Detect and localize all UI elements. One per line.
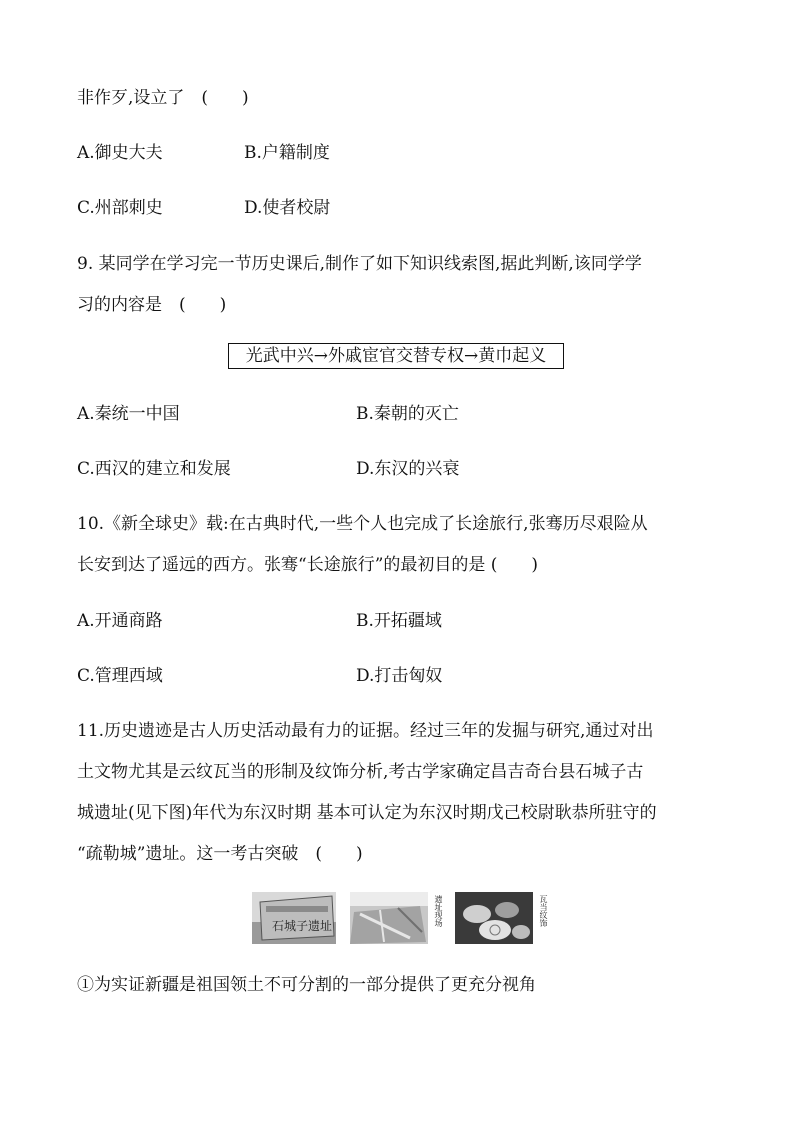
- q10-option-b[interactable]: B.开拓疆域: [356, 611, 442, 631]
- site-photo: [350, 892, 428, 944]
- q9-knowledge-chain: 光武中兴→外戚宦官交替专权→黄巾起义: [228, 343, 564, 369]
- stele-photo: [252, 892, 336, 944]
- tile-photo-caption: 瓦当纹饰: [539, 895, 548, 927]
- q11-statement-1[interactable]: ①为实证新疆是祖国领土不可分割的一部分提供了更充分视角: [77, 975, 536, 995]
- q10-option-c[interactable]: C.管理西域: [77, 666, 163, 686]
- q8-stem-tail: 非作歹,设立了 ( ): [77, 88, 249, 108]
- q10-option-d[interactable]: D.打击匈奴: [356, 666, 443, 686]
- tile-photo: [455, 892, 533, 944]
- q9-option-b[interactable]: B.秦朝的灭亡: [356, 404, 459, 424]
- site-photo-caption: 遗址现场: [434, 895, 443, 927]
- q8-option-d[interactable]: D.使者校尉: [244, 198, 331, 218]
- q11-stem-line1: 11.历史遗迹是古人历史活动最有力的证据。经过三年的发掘与研究,通过对出: [77, 721, 654, 741]
- q9-option-c[interactable]: C.西汉的建立和发展: [77, 459, 231, 479]
- q9-option-d[interactable]: D.东汉的兴衰: [356, 459, 460, 479]
- q10-stem-line2: 长安到达了遥远的西方。张骞“长途旅行”的最初目的是 ( ): [77, 555, 539, 575]
- stele-text: 石城子遗址: [272, 919, 333, 933]
- q11-stem-line2: 土文物尤其是云纹瓦当的形制及纹饰分析,考古学家确定昌吉奇台县石城子古: [77, 762, 644, 782]
- q9-stem-line2: 习的内容是 ( ): [77, 295, 227, 315]
- q9-option-a[interactable]: A.秦统一中国: [77, 404, 180, 424]
- q10-stem-line1: 10.《新全球史》载:在古典时代,一些个人也完成了长途旅行,张骞历尽艰险从: [77, 514, 648, 534]
- q10-option-a[interactable]: A.开通商路: [77, 611, 163, 631]
- q9-stem-line1: 9. 某同学在学习完一节历史课后,制作了如下知识线索图,据此判断,该同学学: [77, 254, 642, 274]
- q8-option-b[interactable]: B.户籍制度: [244, 143, 330, 163]
- q8-option-c[interactable]: C.州部刺史: [77, 198, 163, 218]
- q8-option-a[interactable]: A.御史大夫: [77, 143, 163, 163]
- q11-stem-line3: 城遗址(见下图)年代为东汉时期 基本可认定为东汉时期戊己校尉耿恭所驻守的: [77, 803, 657, 823]
- q11-stem-line4: “疏勒城”遗址。这一考古突破 ( ): [77, 844, 363, 864]
